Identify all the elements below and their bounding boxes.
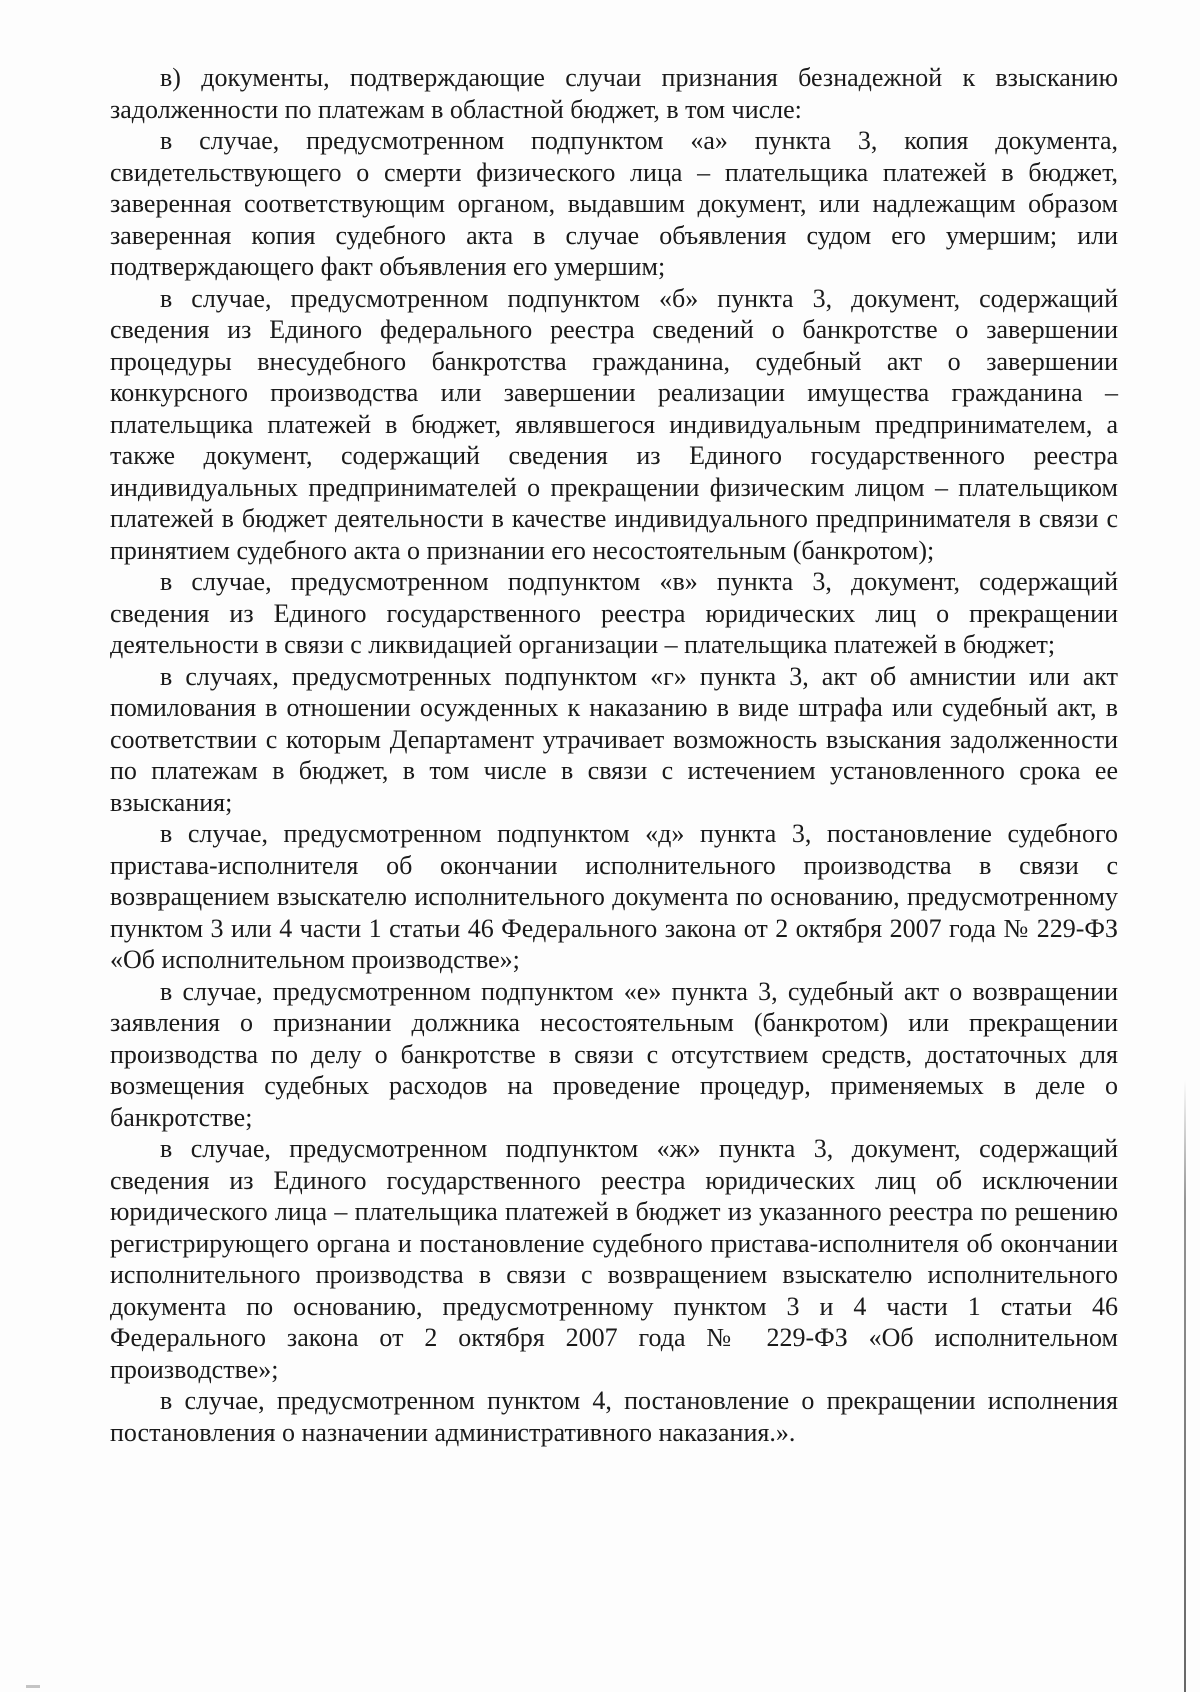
paragraph-subpoint-v: в случае, предусмотренном подпунктом «в» пункта 3, документ, содержащий сведения из Единого государственного реестра юридических лиц о прекращении деятельности в связи с ликвидацией организации – плательщика платежей в бюджет; [110,567,1118,659]
paragraph-point-4: в случае, предусмотренном пунктом 4, постановление о прекращении исполнения постановления о назначении административного наказания.». [110,1386,1118,1447]
paragraph-subpoint-zh: в случае, предусмотренном подпунктом «ж» пункта 3, документ, содержащий сведения из Единого государственного реестра юридических лиц об исключении юридического лица – плательщика платежей в бюджет из указанного реестра по решению регистрирующего органа и постановление судебного пристава-исполнителя об окончании исполнительного производства в связи с возвращением взыскателю исполнительного документа по основанию, предусмотренному пунктом 3 и 4 части 1 статьи 46 Федерального закона от 2 октября 2007 года № 229-ФЗ «Об исполнительном производстве»; [110,1134,1118,1384]
paragraph-subpoint-e: в случае, предусмотренном подпунктом «е» пункта 3, судебный акт о возвращении заявления о признании должника несостоятельным (банкротом) или прекращении производства по делу о банкротстве в связи с отсутствием средств, достаточных для возмещения судебных расходов на проведение процедур, применяемых в деле о банкротстве; [110,976,1118,1132]
paragraph-subpoint-g: в случаях, предусмотренных подпунктом «г» пункта 3, акт об амнистии или акт помилования в отношении осужденных к наказанию в виде штрафа или судебный акт, в соответствии с которым Департамент утрачивает возможность взыскания задолженности по платежам в бюджет, в том числе в связи с истечением установленного срока ее взыскания; [110,661,1118,817]
paragraph-subpoint-b: в случае, предусмотренном подпунктом «б» пункта 3, документ, содержащий сведения из Единого федерального реестра сведений о банкротстве о завершении процедуры внесудебного банкротства гражданина, судебный акт о завершении конкурсного производства или завершении реализации имущества гражданина – плательщика платежей в бюджет, являвшегося индивидуальным предпринимателем, а также документ, содержащий сведения из Единого государственного реестра индивидуальных предпринимателей о прекращении физическим лицом – плательщиком платежей в бюджет деятельности в качестве индивидуального предпринимателя в связи с принятием судебного акта о признании его несостоятельным (банкротом); [110,283,1118,565]
scan-corner-mark [26,1685,40,1688]
scan-edge-shadow [1184,1080,1186,1692]
document-body [110,62,1118,1448]
paragraph-intro: в) документы, подтверждающие случаи признания безнадежной к взысканию задолженности по платежам в областной бюджет, в том числе: [110,63,1118,124]
paragraph-subpoint-d: в случае, предусмотренном подпунктом «д» пункта 3, постановление судебного пристава-исполнителя об окончании исполнительного производства в связи с возвращением взыскателю исполнительного документа по основанию, предусмотренному пунктом 3 или 4 части 1 статьи 46 Федерального закона от 2 октября 2007 года № 229-ФЗ «Об исполнительном производстве»; [110,819,1118,974]
paragraph-subpoint-a: в случае, предусмотренном подпунктом «а» пункта 3, копия документа, свидетельствующего о смерти физического лица – плательщика платежей в бюджет, заверенная соответствующим органом, выдавшим документ, или надлежащим образом заверенная копия судебного акта в случае объявления судом его умершим; или подтверждающего факт объявления его умершим; [110,126,1118,281]
